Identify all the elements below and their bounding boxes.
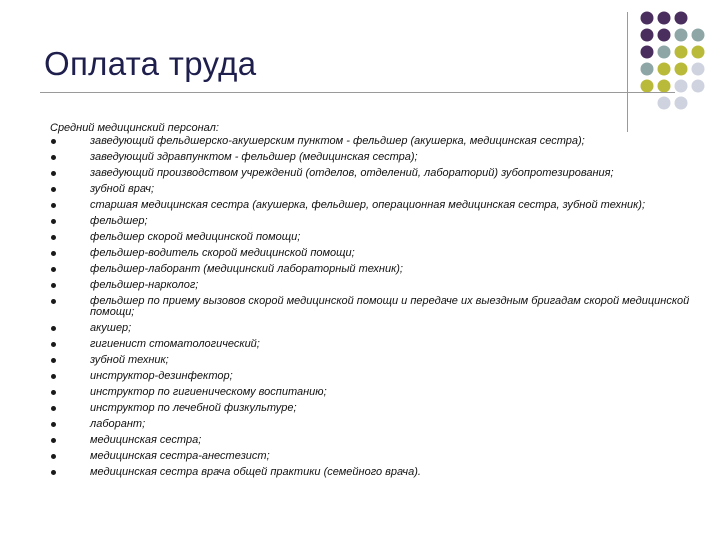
bullet-icon	[51, 470, 56, 475]
bullet-icon	[51, 299, 56, 304]
bullet-icon	[51, 139, 56, 144]
list-item	[50, 435, 690, 446]
decorative-dot	[692, 63, 705, 76]
list-item	[50, 451, 690, 462]
decorative-dot	[641, 12, 654, 25]
list-item	[50, 419, 690, 430]
list-item	[50, 339, 690, 350]
bullet-icon	[51, 267, 56, 272]
bullet-icon	[51, 187, 56, 192]
bullet-icon	[51, 390, 56, 395]
list-item	[50, 371, 690, 382]
decorative-dot	[641, 80, 654, 93]
bullet-icon	[51, 235, 56, 240]
list-item-text: заведующий фельдшерско-акушерским пунктом - фельдшер (акушерка, медицинская сестра);	[90, 135, 585, 147]
decorative-dot	[658, 97, 671, 110]
bullet-list	[50, 136, 690, 478]
list-item	[50, 248, 690, 259]
decorative-dot	[641, 63, 654, 76]
decorative-dot	[692, 29, 705, 42]
decorative-dot	[692, 46, 705, 59]
decorative-dot	[692, 80, 705, 93]
list-item-text: лаборант;	[90, 418, 146, 430]
list-item	[50, 387, 690, 398]
list-item-text: фельдшер-водитель скорой медицинской помощи;	[90, 247, 355, 259]
list-item-text: медицинская сестра врача общей практики (семейного врача).	[90, 466, 421, 478]
decorative-dot	[658, 63, 671, 76]
list-item-text: фельдшер-лаборант (медицинский лабораторный техник);	[90, 263, 403, 275]
bullet-icon	[51, 326, 56, 331]
decorative-dot	[658, 29, 671, 42]
list-item	[50, 323, 690, 334]
list-item	[50, 280, 690, 291]
list-item	[50, 152, 690, 163]
list-item	[50, 168, 690, 179]
list-item-text: фельдшер;	[90, 215, 148, 227]
list-item	[50, 467, 690, 478]
list-item-text: заведующий здравпунктом - фельдшер (медицинская сестра);	[90, 151, 418, 163]
list-item	[50, 136, 690, 147]
bullet-icon	[51, 438, 56, 443]
list-item	[50, 296, 690, 318]
list-heading: Средний медицинский персонал:	[50, 122, 219, 134]
bullet-icon	[51, 422, 56, 427]
vertical-rule	[627, 12, 628, 132]
list-item-text: медицинская сестра;	[90, 434, 202, 446]
list-item-text: фельдшер-нарколог;	[90, 279, 199, 291]
list-item-text: инструктор по гигиеническому воспитанию;	[90, 386, 327, 398]
decorative-dot	[675, 12, 688, 25]
bullet-icon	[51, 406, 56, 411]
slide-content	[50, 123, 690, 483]
list-item	[50, 403, 690, 414]
decorative-dot	[675, 63, 688, 76]
list-item-text: зубной техник;	[90, 354, 169, 366]
decorative-dot	[658, 46, 671, 59]
bullet-icon	[51, 155, 56, 160]
decorative-dot	[641, 46, 654, 59]
list-item	[50, 232, 690, 243]
slide-title: Оплата труда	[44, 45, 257, 82]
decorative-dot	[658, 12, 671, 25]
list-item-text: гигиенист стоматологический;	[90, 338, 260, 350]
list-item-text: зубной врач;	[90, 183, 155, 195]
bullet-icon	[51, 283, 56, 288]
list-item-text: инструктор по лечебной физкультуре;	[90, 402, 297, 414]
list-item	[50, 355, 690, 366]
decorative-dot	[675, 97, 688, 110]
list-item-text: инструктор-дезинфектор;	[90, 370, 233, 382]
bullet-icon	[51, 454, 56, 459]
list-item	[50, 264, 690, 275]
list-item-text: акушер;	[90, 322, 132, 334]
bullet-icon	[51, 219, 56, 224]
bullet-icon	[51, 374, 56, 379]
decorative-dot	[658, 80, 671, 93]
bullet-icon	[51, 358, 56, 363]
horizontal-rule	[40, 92, 675, 93]
list-item	[50, 216, 690, 227]
list-item-text: фельдшер скорой медицинской помощи;	[90, 231, 301, 243]
bullet-icon	[51, 171, 56, 176]
list-item-text: фельдшер по приему вызовов скорой медицинской помощи и передаче их выездным бригадам скорой медицинской помощи;	[90, 295, 690, 318]
bullet-icon	[51, 251, 56, 256]
decorative-dot	[675, 29, 688, 42]
bullet-icon	[51, 342, 56, 347]
list-item-text: старшая медицинская сестра (акушерка, фельдшер, операционная медицинская сестра, зубной техник);	[90, 199, 646, 211]
list-item	[50, 200, 690, 211]
list-item-text: заведующий производством учреждений (отделов, отделений, лабораторий) зубопротезирования;	[90, 167, 614, 179]
list-item-text: медицинская сестра-анестезист;	[90, 450, 270, 462]
list-item	[50, 184, 690, 195]
decorative-dot	[675, 80, 688, 93]
decorative-dot	[641, 29, 654, 42]
decorative-dot	[675, 46, 688, 59]
bullet-icon	[51, 203, 56, 208]
